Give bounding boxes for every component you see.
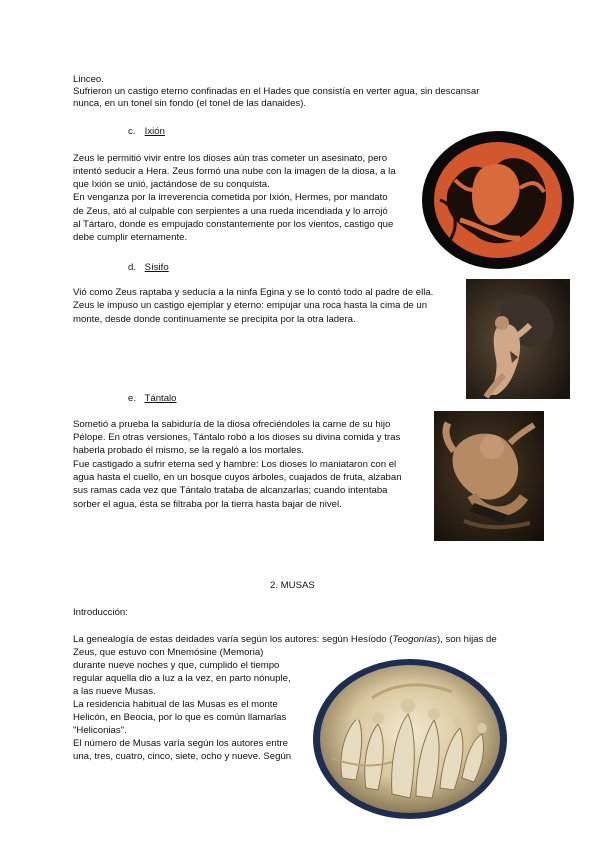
tantalo-heading [128,393,177,404]
musas-painting-image [312,658,508,820]
sisifo-painting-illustration [466,279,570,399]
tantalo-line: haberla probado él mismo, se la regaló a los mortales. [73,445,304,456]
ixion-line: al Tártaro, donde es empujado constantemente por los vientos, castigo que [73,219,394,230]
tantalo-line: sus ramas cada vez que Tántalo trataba de alcanzarlas; cuando intentaba [73,485,388,496]
tantalo-title: Tántalo [144,393,177,404]
sisifo-line: Vió como Zeus raptaba y seducía a la ninfa Egina y se lo contó todo al padre de ella. [73,287,434,298]
musas-line: a las nueve Musas. [73,686,156,697]
musas-line-1 [73,634,497,646]
sisifo-title: Sísifo [144,262,169,273]
tantalo-line: sorber el agua, ésta se filtraba por la tierra hasta bajar de nivel. [73,499,342,510]
musas-line: El número de Musas varía según los autores entre [73,738,288,749]
sisifo-line: monte, desde donde continuamente se precipita por la otra ladera. [73,314,356,325]
tantalo-line: Fue castigado a sufrir eterna sed y hambre: Los dioses lo maniataron con el [73,459,397,470]
musas-line-1-b: ), son hijas de [436,634,497,645]
musas-line-1-a: La genealogía de estas deidades varía según los autores: según Hesíodo ( [73,634,393,645]
sisifo-painting-image [466,279,570,399]
musas-intro-label: Introducción: [73,607,128,618]
ixion-title: Ixión [144,126,165,137]
tantalo-letter: e. [128,393,137,404]
musas-line-1-emphasis: Teogonías [392,634,437,645]
tantalo-painting-image [434,411,544,541]
sisifo-line: Zeus le impuso un castigo ejemplar y eterno: empujar una roca hasta la cima de un [73,300,428,311]
ixion-vase-illustration [420,130,576,270]
musas-line: Zeus, que estuvo con Mnemósine (Memoria) [73,647,264,658]
ixion-line: intentó seducir a Hera. Zeus formó una nube con la imagen de la diosa, a la [73,166,396,177]
intro-line-3: nunca, en un tonel sin fondo (el tonel de las danaides). [73,98,307,109]
tantalo-line: Sometió a prueba la sabiduría de la diosa ofreciéndoles la carne de su hijo [73,419,391,430]
ixion-letter: c. [128,126,136,137]
sisifo-heading [128,262,169,273]
musas-painting-illustration [312,658,508,820]
ixion-line: debe cumplir eternamente. [73,232,188,243]
musas-line: una, tres, cuatro, cinco, siete, ocho y nueve. Según [73,751,292,762]
musas-line: La residencia habitual de las Musas es el monte [73,699,278,710]
musas-line: durante nueve noches y que, cumplido el tiempo [73,660,280,671]
musas-section-title: 2. MUSAS [270,580,315,591]
musas-line: Helicón, en Beocia, por lo que es común llamarlas [73,712,287,723]
tantalo-line: Pélope. En otras versiones, Tántalo robó a los dioses su divina comida y tras [73,432,401,443]
ixion-line: Zeus le permitió vivir entre los dioses aún tras cometer un asesinato, pero [73,153,388,164]
ixion-heading [128,126,165,137]
intro-line-1: Linceo. [73,74,104,85]
ixion-vase-image [420,130,576,270]
sisifo-letter: d. [128,262,137,273]
ixion-line: de Zeus, ató al culpable con serpientes a una rueda incendiada y lo arrojó [73,206,388,217]
tantalo-line: agua hasta el cuello, en un bosque cuyos árboles, cuajados de fruta, alzaban [73,472,402,483]
intro-line-2: Sufrieron un castigo eterno confinadas en el Hades que consistía en verter agua, sin descansar [73,86,480,97]
musas-line: "Heliconias". [73,725,127,736]
ixion-line: En venganza por la irreverencia cometida por Ixión, Hermes, por mandato [73,192,388,203]
musas-line: regular aquella dio a luz a la vez, en parto nónuple, [73,673,291,684]
ixion-line: que Ixión se unió, jactándose de su conquista. [73,179,270,190]
tantalo-painting-illustration [434,411,544,541]
